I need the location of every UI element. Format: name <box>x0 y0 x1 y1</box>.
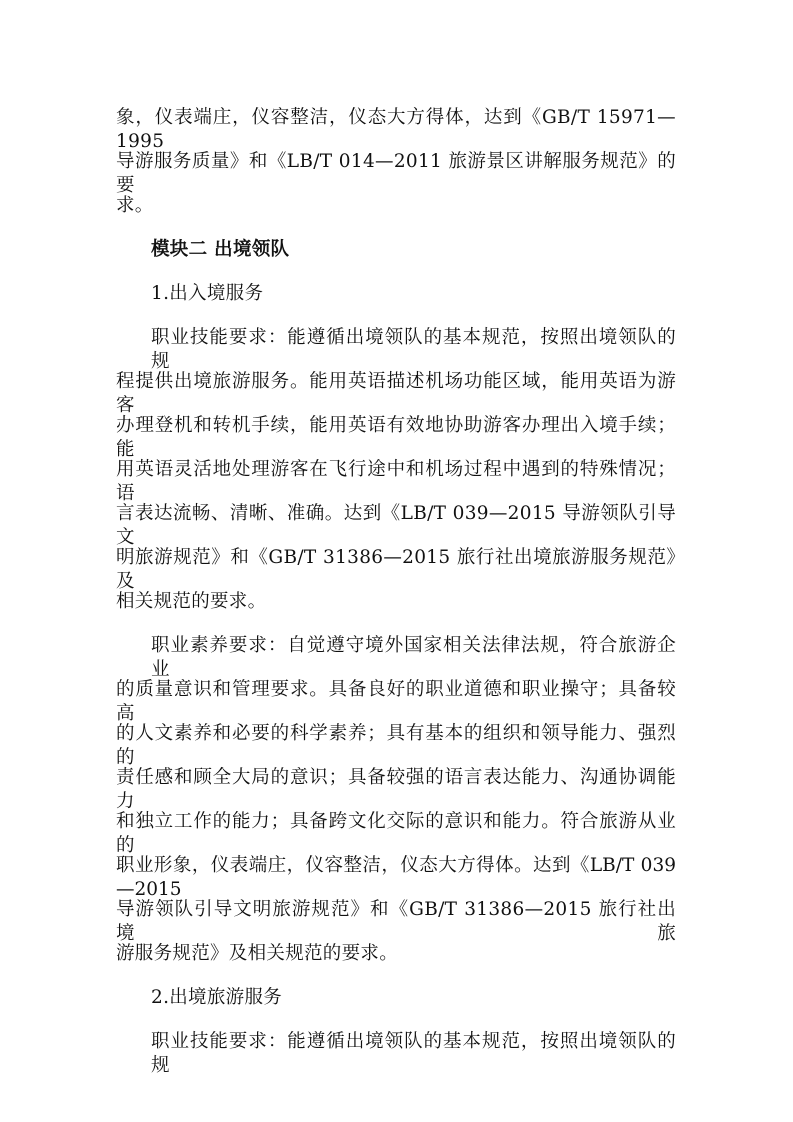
body-line: 游服务规范》及相关规范的要求。 <box>116 943 399 964</box>
body-line: 导游领队引导文明旅游规范》和《GB/T 31386—2015 旅行社出境旅 <box>116 899 676 944</box>
body-line: 相关规范的要求。 <box>116 591 267 612</box>
body-line: 求。 <box>116 195 154 216</box>
body-line: 和独立工作的能力；具备跨文化交际的意识和能力。符合旅游从业的 <box>116 811 676 856</box>
section-heading: 2.出境旅游服务 <box>151 987 283 1008</box>
section-heading: 1.出入境服务 <box>151 283 264 304</box>
body-line: 职业素养要求：自觉遵守境外国家相关法律法规，符合旅游企业 <box>151 635 676 680</box>
body-line: 的质量意识和管理要求。具备良好的职业道德和职业操守；具备较高 <box>116 679 676 724</box>
body-line: 职业技能要求：能遵循出境领队的基本规范，按照出境领队的规 <box>151 327 676 372</box>
body-line: 导游服务质量》和《LB/T 014—2011 旅游景区讲解服务规范》的要 <box>116 151 676 196</box>
body-line: 职业技能要求：能遵循出境领队的基本规范，按照出境领队的规 <box>151 1031 676 1076</box>
body-line: 办理登机和转机手续，能用英语有效地协助游客办理出入境手续；能 <box>116 415 676 460</box>
body-line: 用英语灵活地处理游客在飞行途中和机场过程中遇到的特殊情况；语 <box>116 459 676 504</box>
body-line: 明旅游规范》和《GB/T 31386—2015 旅行社出境旅游服务规范》及 <box>116 547 676 592</box>
body-line: 职业形象，仪表端庄，仪容整洁，仪态大方得体。达到《LB/T 039—2015 <box>116 855 676 900</box>
body-line: 象，仪表端庄，仪容整洁，仪态大方得体，达到《GB/T 15971—1995 <box>116 107 676 152</box>
body-line: 责任感和顾全大局的意识；具备较强的语言表达能力、沟通协调能力 <box>116 767 676 812</box>
body-line: 程提供出境旅游服务。能用英语描述机场功能区域，能用英语为游客 <box>116 371 676 416</box>
body-line: 的人文素养和必要的科学素养；具有基本的组织和领导能力、强烈的 <box>116 723 676 768</box>
body-line: 言表达流畅、清晰、准确。达到《LB/T 039—2015 导游领队引导文 <box>116 503 676 548</box>
module-heading: 模块二 出境领队 <box>151 239 290 260</box>
